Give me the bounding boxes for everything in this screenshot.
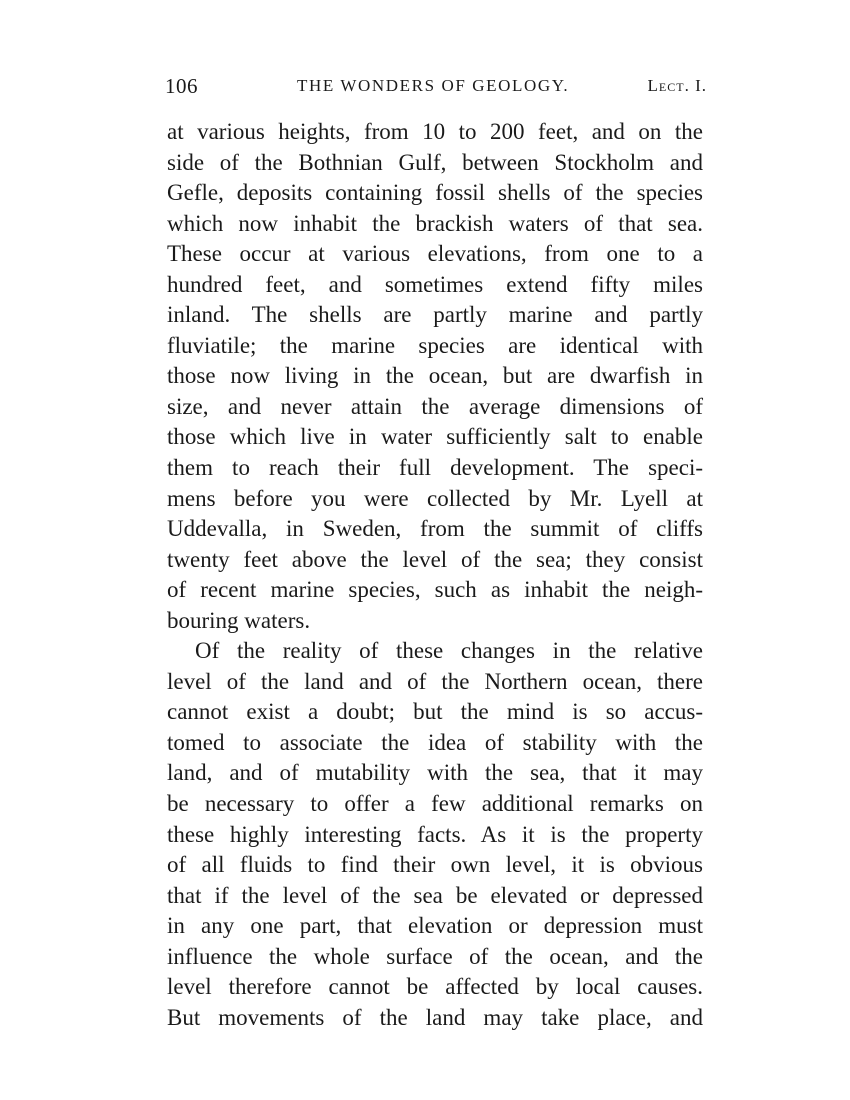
body-text (167, 117, 703, 1033)
text-line: those now living in the ocean, but are dwarfish in (167, 363, 703, 389)
text-line: influence the whole surface of the ocean, and the (167, 943, 703, 969)
text-line: fluviatile; the marine species are identical with (167, 332, 703, 358)
text-line: inland. The shells are partly marine and partly (167, 302, 703, 328)
text-line: hundred feet, and sometimes extend fifty miles (167, 271, 703, 297)
text-line: land, and of mutability with the sea, that it may (167, 760, 703, 786)
text-line: side of the Bothnian Gulf, between Stockholm and (167, 149, 703, 175)
running-title: THE WONDERS OF GEOLOGY. (297, 76, 570, 95)
text-line: Uddevalla, in Sweden, from the summit of cliffs (167, 516, 703, 542)
text-line: at various heights, from 10 to 200 feet, and on the (167, 119, 703, 144)
text-line: of recent marine species, such as inhabit the neigh- (167, 577, 703, 603)
text-line: these highly interesting facts. As it is the property (167, 821, 703, 847)
text-line: them to reach their full development. The speci- (167, 455, 703, 481)
page-number: 106 (165, 74, 198, 98)
text-line: size, and never attain the average dimensions of (167, 393, 703, 419)
text-line: those which live in water sufficiently salt to enable (167, 424, 703, 450)
text-line: Gefle, deposits containing fossil shells of the species (167, 180, 703, 206)
lecture-label: Lect. I. (647, 76, 707, 95)
paragraph-first-line: Of the reality of these changes in the relative (195, 638, 703, 664)
text-line: These occur at various elevations, from one to a (167, 241, 703, 267)
running-head (165, 70, 713, 104)
text-line: in any one part, that elevation or depression must (167, 913, 703, 939)
text-line: level therefore cannot be affected by local causes. (167, 974, 703, 1000)
text-line: that if the level of the sea be elevated or depressed (167, 882, 703, 908)
text-line: of all fluids to find their own level, it is obvious (167, 852, 703, 878)
text-line: mens before you were collected by Mr. Lyell at (167, 485, 703, 511)
text-line: twenty feet above the level of the sea; they consist (167, 546, 703, 572)
text-line: level of the land and of the Northern ocean, there (167, 668, 703, 694)
text-line: But movements of the land may take place, and (167, 1004, 703, 1030)
text-line: which now inhabit the brackish waters of that sea. (167, 210, 703, 236)
text-line: tomed to associate the idea of stability with the (167, 729, 703, 755)
paragraph-end-line: bouring waters. (167, 607, 311, 633)
text-line: cannot exist a doubt; but the mind is so accus- (167, 699, 703, 725)
text-line: be necessary to offer a few additional remarks on (167, 791, 703, 817)
